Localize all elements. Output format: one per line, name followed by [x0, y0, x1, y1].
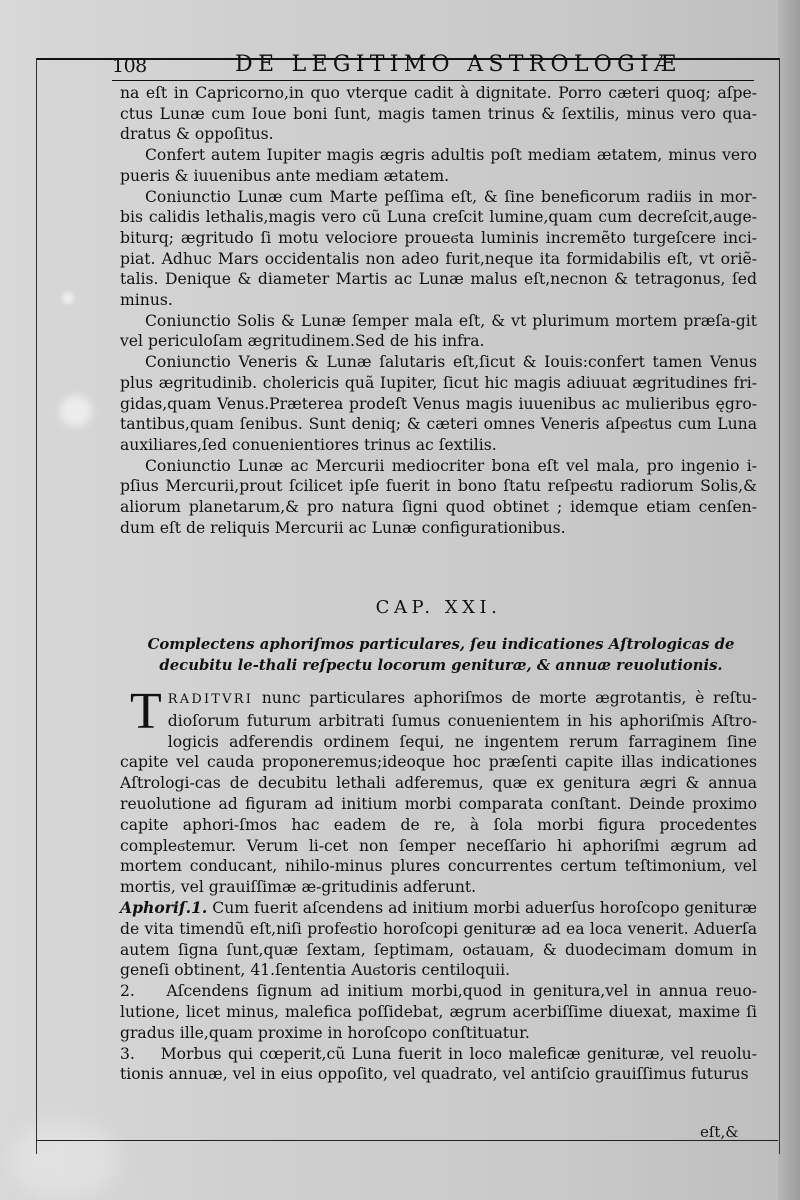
opening-word: RADITVRI — [167, 692, 254, 707]
paragraph: Coniunctio Lunæ ac Mercurii mediocriter bona eſt vel mala, pro ingenio i-pſius Mercurii,prout ſcilicet ipſe fuerit in bono ſtatu reſpeϭtu radiorum Solis,& aliorum planetarum,& pro natura ſigni quod obtinet ; idemque etiam cenſen-dum eſt de reliquis Mercurii ac Lunæ configurationibus. — [120, 456, 757, 537]
paragraph: Coniunctio Veneris & Lunæ ſalutaris eſt,ſicut & Iouis:confert tamen Venus plus ægritudinib. cholericis quã Iupiter, ſicut hic magis adiuuat ægritudines fri-gidas,quam Venus.Præterea prodeſt Venus magis iuuenibus ac mulieribus ęgro-tantibus,quam ſenibus. Sunt deniq; & cæteri omnes Veneris aſpeϭtus cum Luna auxiliares,ſed conuenientiores trinus ac ſextilis. — [120, 353, 757, 454]
header-rule — [112, 80, 754, 81]
drop-cap: T — [130, 683, 162, 740]
page-frame-bottom-rule — [36, 1140, 778, 1141]
aphorism-number: 3. — [120, 1044, 135, 1063]
aphorism-text: Cum fuerit aſcendens ad initium morbi aduerſus horoſcopo genituræ de vita timendũ eſt,niſi profeϭtio horoſcopi genituræ ad ea loca venerit. Aduerſa autem ſigna ſunt,quæ ſextam, ſeptimam, oϭtauam, & duodecimam domum in geneſi obtinent, 41.ſententia Auϭtoris centiloquii. — [120, 898, 757, 980]
page-number: 108 — [112, 55, 147, 77]
running-title: DE LEGITIMO ASTROLOGIÆ — [235, 52, 682, 77]
paragraph: Coniunctio Lunæ cum Marte peſſima eſt, & ſine beneficorum radiis in mor-bis calidis lethalis,magis vero cũ Luna creſcit lumine,quam cum decreſcit,auge-biturq; ægritudo ſi motu velociore proueϭta luminis incremẽto turgeſcere inci-piat. Adhuc Mars occidentalis non adeo furit,neque ita formidabilis eſt, vt oriẽ-talis. Denique & diameter Martis ac Lunæ malus eſt,necnon & tetragonus, ſed minus. — [120, 187, 757, 310]
chapter-subtitle: Complectens aphoriſmos particulares, ſeu indicationes Aſtrologicas de decubitu le-thali reſpectu locorum genituræ, & annuæ reuolutionis. — [147, 636, 735, 674]
intro-text: nunc particulares aphoriſmos de morte ægrotantis, è reſtu-dioſorum futurum arbitrati ſumus conuenientem in his aphoriſmis Aſtro-logicis adferendis ordinem ſequi, ne ingentem rerum farraginem ſine capite vel cauda proponeremus;ideoque hoc præſenti capite illas indicationes Aſtrologi-cas de decubitu lethali adferemus, quæ ex genitura ægri & annua reuolutione ad figuram ad initium morbi comparata conſtant. Deinde proximo capite aphori-ſmos hac eadem de re, à ſola morbi figura procedentes compleϭtemur. Verum li-cet non ſemper neceſſario hi aphoriſmi ægrum ad mortem conducant, nihilo-minus plures concurrentes certum teſtimonium, vel mortis, vel grauiſſimæ æ-gritudinis adferunt. — [120, 689, 757, 897]
aphorism-3 — [120, 1044, 757, 1086]
paragraph: Coniunctio Solis & Lunæ ſemper mala eſt, & vt plurimum mortem præſa-git vel periculoſam ægritudinem.Sed de his infra. — [120, 311, 757, 351]
section-1-text — [120, 83, 757, 538]
intro-paragraph — [120, 683, 757, 898]
aphorism-1 — [120, 898, 757, 981]
aphorism-text: Morbus qui cœperit,cũ Luna fuerit in loco maleficæ genituræ, vel reuolu-tionis annuæ, vel in eius oppoſito, vel quadrato, vel antiſcio grauiſſimus futurus — [120, 1044, 757, 1084]
paragraph: Confert autem Iupiter magis ægris adultis poſt mediam ætatem, minus vero pueris & iuuenibus ante mediam ætatem. — [120, 146, 757, 185]
catchword: eſt,& — [700, 1123, 739, 1141]
aphorism-label: Aphoriſ.1. — [120, 897, 208, 917]
running-header — [112, 52, 752, 80]
chapter-heading: CAP. XXI. — [375, 597, 502, 618]
section-2-text — [120, 683, 757, 1085]
aphorism-text: Aſcendens ſignum ad initium morbi,quod in genitura,vel in annua reuo-lutione, licet minus, malefica poſſidebat, ægrum acerbiſſime diuexat, maxime ſi gradus ille,quam proxime in horoſcopo conſtituatur. — [120, 982, 757, 1042]
aphorism-number: 2. — [120, 982, 135, 1001]
paragraph: na eſt in Capricorno,in quo vterque cadit à dignitate. Porro cæteri quoq; aſpe-ctus Lunæ cum Ioue boni ſunt, magis tamen trinus & ſextilis, minus vero qua-dratus & oppoſitus. — [120, 84, 757, 144]
aphorism-2 — [120, 981, 757, 1043]
